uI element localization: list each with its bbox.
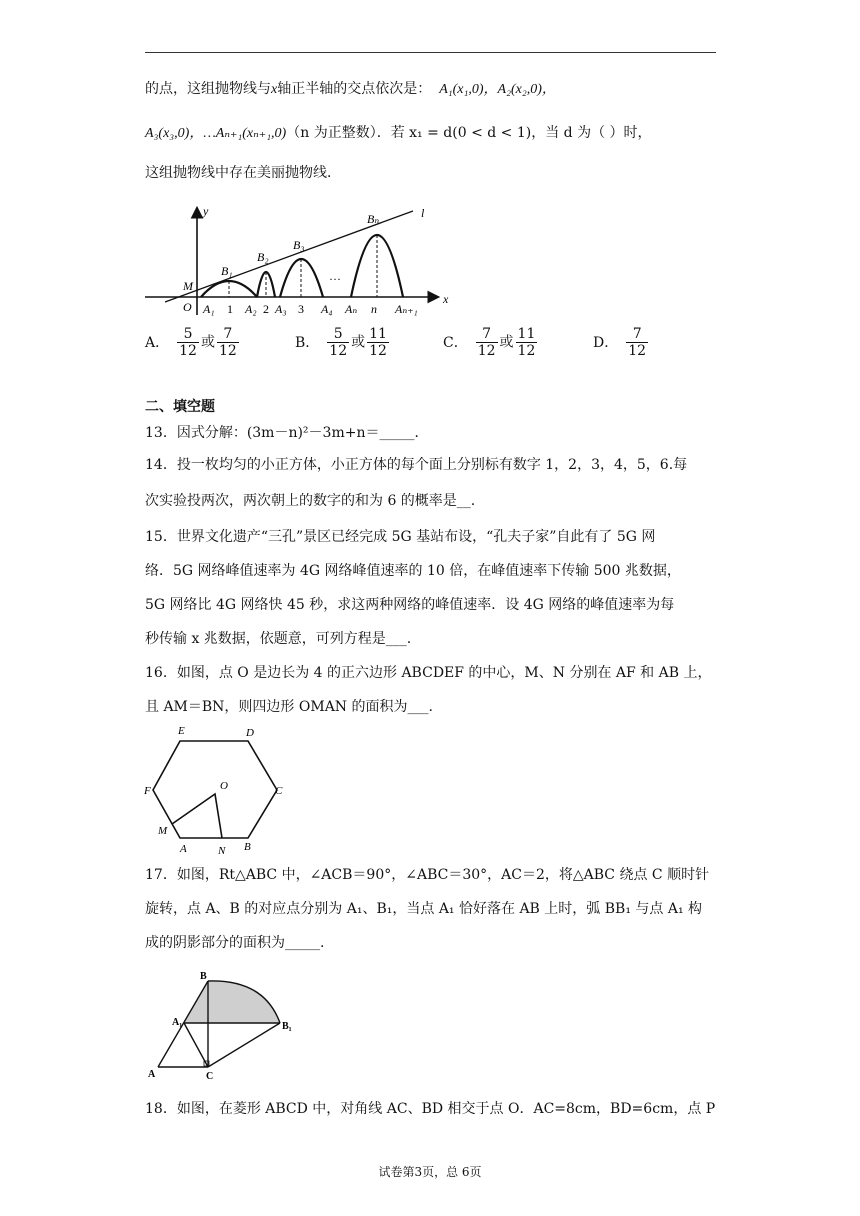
hex-label-N: N bbox=[218, 845, 226, 857]
question-16-line2: 且 AM＝BN，则四边形 OMAN 的面积为___. bbox=[145, 699, 433, 715]
tick-2: 2 bbox=[263, 302, 269, 316]
tick-1: 1 bbox=[227, 302, 233, 316]
question-15-line2: 络．5G 网络峰值速率为 4G 网络峰值速率的 10 倍，在峰值速率下传输 500 兆数据， bbox=[145, 563, 681, 579]
option-a-label: A． bbox=[145, 334, 170, 351]
hex-label-A: A bbox=[180, 843, 187, 855]
label-B3: B₃ bbox=[293, 238, 305, 252]
option-c-frac2: $\frac{11}{12}$ bbox=[517, 326, 536, 359]
hex-label-E: E bbox=[178, 725, 185, 737]
q12-line1 bbox=[145, 78, 556, 101]
label-A4: A₄ bbox=[321, 302, 333, 316]
option-a-frac2: $\frac{7}{12}$ bbox=[218, 326, 237, 359]
hex-label-C: C bbox=[275, 785, 283, 797]
quad-OMAN bbox=[172, 794, 222, 838]
option-d-frac1: $\frac{7}{12}$ bbox=[628, 326, 647, 359]
option-d[interactable] bbox=[593, 326, 650, 359]
q12-line3 bbox=[145, 162, 341, 184]
label-x: x bbox=[443, 292, 449, 306]
question-14-line1: 14．投一枚均匀的小正方体，小正方体的每个面上分别标有数字 1，2，3，4，5，6.每 bbox=[145, 457, 688, 473]
question-17-line1: 17．如图，Rt△ABC 中，∠ACB＝90°，∠ABC＝30°，AC＝2，将△ABC 绕点 C 顺时针 bbox=[145, 867, 710, 883]
option-a-frac1: $\frac{5}{12}$ bbox=[179, 326, 197, 359]
option-b-or: 或 bbox=[351, 334, 366, 351]
q12-line2 bbox=[145, 122, 652, 145]
option-c-label: C． bbox=[443, 334, 468, 351]
hex-label-D: D bbox=[246, 727, 254, 739]
option-c[interactable] bbox=[443, 326, 539, 359]
question-13: 13．因式分解：(3m－n)²－3m+n＝_____． bbox=[145, 425, 429, 441]
section-title: 二、填空题 bbox=[145, 399, 215, 415]
label-O: O bbox=[183, 300, 192, 314]
label-l: l bbox=[421, 206, 425, 220]
question-15-line1: 15．世界文化遗产“三孔”景区已经完成 5G 基站布设，“孔夫子家”自此有了 5G 网 bbox=[145, 529, 656, 545]
tick-n: n bbox=[371, 302, 377, 316]
tri-label-B: B bbox=[200, 971, 207, 982]
q12-points-1: A₁(x₁,0)，A₂(x₂,0)， bbox=[439, 82, 556, 97]
question-14-line2: 次实验投两次，两次朝上的数字的和为 6 的概率是__. bbox=[145, 493, 476, 509]
tick-3: 3 bbox=[298, 302, 304, 316]
option-c-frac1: $\frac{7}{12}$ bbox=[477, 326, 496, 359]
tri-label-B1: B₁ bbox=[282, 1021, 292, 1032]
option-c-or: 或 bbox=[499, 334, 514, 351]
header-rule bbox=[145, 52, 716, 53]
label-An: Aₙ bbox=[345, 302, 358, 316]
question-15-line3: 5G 网络比 4G 网络快 45 秒，求这两种网络的峰值速率．设 4G 网络的峰值速率为每 bbox=[145, 597, 675, 613]
q12-text-a: 的点，这组抛物线与 bbox=[145, 81, 271, 97]
tri-label-A1: A₁ bbox=[172, 1017, 183, 1028]
q12-text-end: 这组抛物线中存在美丽抛物线． bbox=[145, 165, 341, 181]
label-B2: B₂ bbox=[257, 250, 269, 264]
hex-label-M: M bbox=[158, 825, 168, 837]
hexagon bbox=[153, 741, 277, 838]
parabola-figure bbox=[145, 203, 465, 323]
q12-text-b: 轴正半轴的交点依次是： bbox=[277, 81, 432, 97]
option-b[interactable] bbox=[295, 326, 391, 359]
question-17-line3: 成的阴影部分的面积为_____. bbox=[145, 935, 325, 951]
option-a-or: 或 bbox=[200, 334, 215, 351]
label-B1: B₁ bbox=[221, 264, 233, 278]
option-b-frac1: $\frac{5}{12}$ bbox=[329, 326, 348, 359]
option-b-label: B． bbox=[295, 334, 320, 351]
label-M: M bbox=[183, 279, 193, 293]
question-18: 18．如图，在菱形 ABCD 中，对角线 AC、BD 相交于点 O．AC=8cm，BD=6cm，点 P bbox=[145, 1101, 716, 1117]
label-A1: A₁ bbox=[203, 302, 215, 316]
hexagon-figure bbox=[140, 720, 300, 860]
option-a[interactable] bbox=[145, 326, 241, 359]
q12-x-var: x bbox=[271, 82, 278, 97]
question-15-line4: 秒传输 x 兆数据，依题意，可列方程是___. bbox=[145, 631, 412, 647]
label-Bn: Bₙ bbox=[367, 212, 380, 226]
rotation-figure bbox=[140, 965, 300, 1085]
label-A2: A₂ bbox=[245, 302, 257, 316]
tri-label-A: A bbox=[148, 1069, 156, 1080]
label-A3: A₃ bbox=[275, 302, 287, 316]
tri-label-C: C bbox=[206, 1071, 214, 1082]
label-y: y bbox=[203, 204, 209, 218]
shaded-region bbox=[184, 981, 280, 1023]
hex-label-F: F bbox=[144, 785, 151, 797]
dots: ··· bbox=[329, 272, 341, 286]
q12-condition: （n 为正整数）．若 x₁ = d(0 < d < 1)，当 d 为（ ）时， bbox=[286, 125, 652, 141]
hex-label-O: O bbox=[220, 780, 228, 792]
page-footer: 试卷第3页，总 6页 bbox=[378, 1165, 482, 1179]
option-b-frac2: $\frac{11}{12}$ bbox=[369, 326, 387, 359]
option-d-label: D． bbox=[593, 334, 619, 351]
q12-points-2: A₃(x₃,0)，…Aₙ₊₁(xₙ₊₁,0) bbox=[145, 126, 287, 141]
question-17-line2: 旋转，点 A、B 的对应点分别为 A₁、B₁，当点 A₁ 恰好落在 AB 上时，弧 BB₁ 与点 A₁ 构 bbox=[145, 901, 703, 917]
question-16-line1: 16．如图，点 O 是边长为 4 的正六边形 ABCDEF 的中心，M、N 分别在 AF 和 AB 上， bbox=[145, 665, 712, 681]
label-An1: Aₙ₊₁ bbox=[395, 302, 418, 316]
hex-label-B: B bbox=[244, 841, 251, 853]
